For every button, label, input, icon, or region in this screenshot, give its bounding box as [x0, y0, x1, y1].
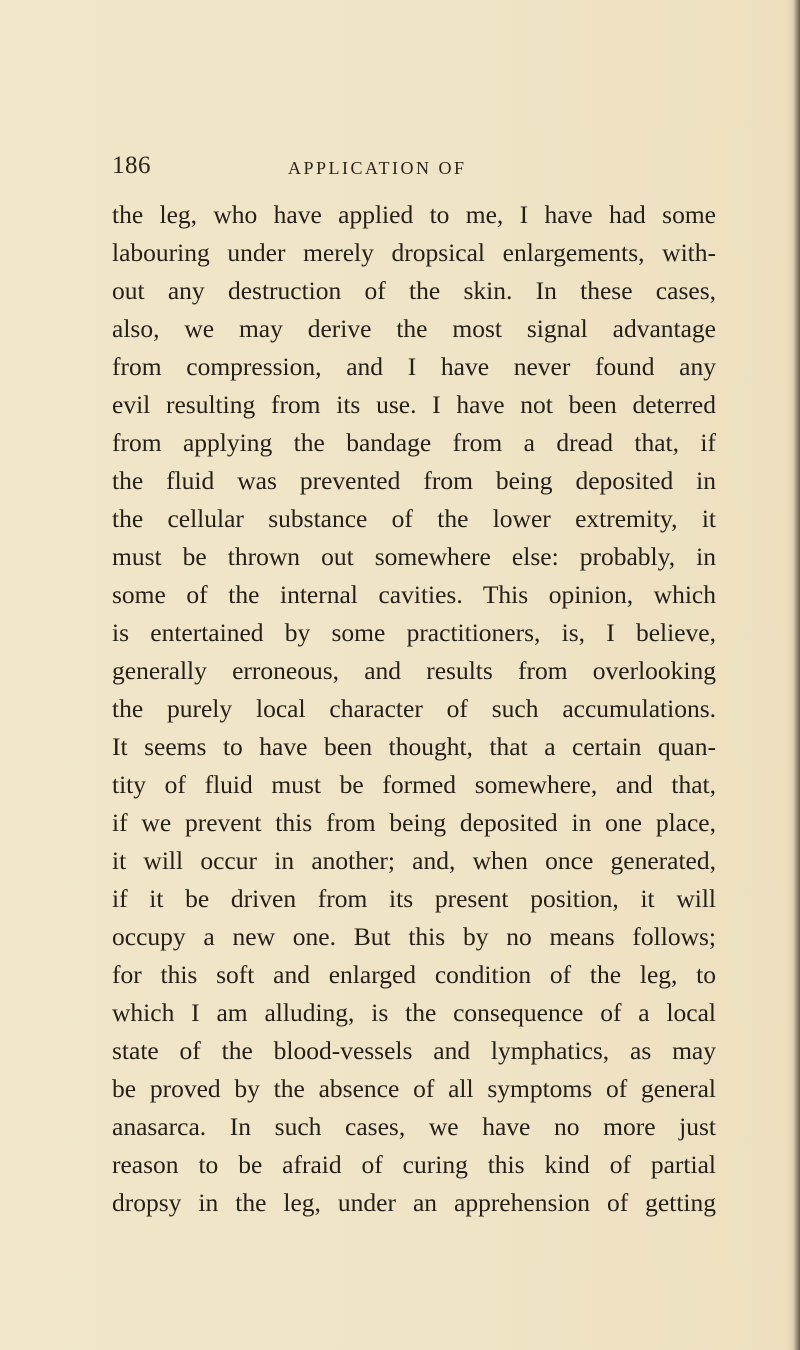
text-line: if we prevent this from being deposited in one place, [112, 808, 716, 837]
text-line: from compression, and I have never found any [112, 352, 716, 381]
text-line: occupy a new one. But this by no means follows; [112, 922, 716, 951]
text-line: out any destruction of the skin. In these cases, [112, 276, 716, 305]
running-head: APPLICATION OF [288, 158, 467, 178]
text-line: must be thrown out somewhere else: probably, in [112, 542, 716, 571]
text-line: labouring under merely dropsical enlargements, with- [112, 238, 716, 267]
text-line: It seems to have been thought, that a certain quan- [112, 732, 716, 761]
text-line: for this soft and enlarged condition of the leg, to [112, 960, 716, 989]
text-line: dropsy in the leg, under an apprehension of getting [112, 1188, 716, 1217]
text-line: generally erroneous, and results from overlooking [112, 656, 716, 685]
text-line: reason to be afraid of curing this kind of partial [112, 1150, 716, 1179]
body-text [112, 196, 716, 1222]
page-number: 186 [112, 152, 151, 179]
text-line: if it be driven from its present position, it will [112, 884, 716, 913]
page-edge-shadow [786, 0, 800, 1350]
text-line: which I am alluding, is the consequence of a local [112, 998, 716, 1027]
text-line: from applying the bandage from a dread that, if [112, 428, 716, 457]
text-line: state of the blood-vessels and lymphatics, as may [112, 1036, 716, 1065]
text-line: be proved by the absence of all symptoms of general [112, 1074, 716, 1103]
text-line: it will occur in another; and, when once generated, [112, 846, 716, 875]
text-line: the cellular substance of the lower extremity, it [112, 504, 716, 533]
text-line: anasarca. In such cases, we have no more just [112, 1112, 716, 1141]
text-line: the fluid was prevented from being deposited in [112, 466, 716, 495]
text-line: also, we may derive the most signal advantage [112, 314, 716, 343]
text-line: is entertained by some practitioners, is, I believe, [112, 618, 716, 647]
text-line: evil resulting from its use. I have not been deterred [112, 390, 716, 419]
page-header [112, 150, 712, 184]
text-line: some of the internal cavities. This opinion, which [112, 580, 716, 609]
text-line: the leg, who have applied to me, I have had some [112, 200, 716, 229]
text-line: tity of fluid must be formed somewhere, and that, [112, 770, 716, 799]
text-line: the purely local character of such accumulations. [112, 694, 716, 723]
